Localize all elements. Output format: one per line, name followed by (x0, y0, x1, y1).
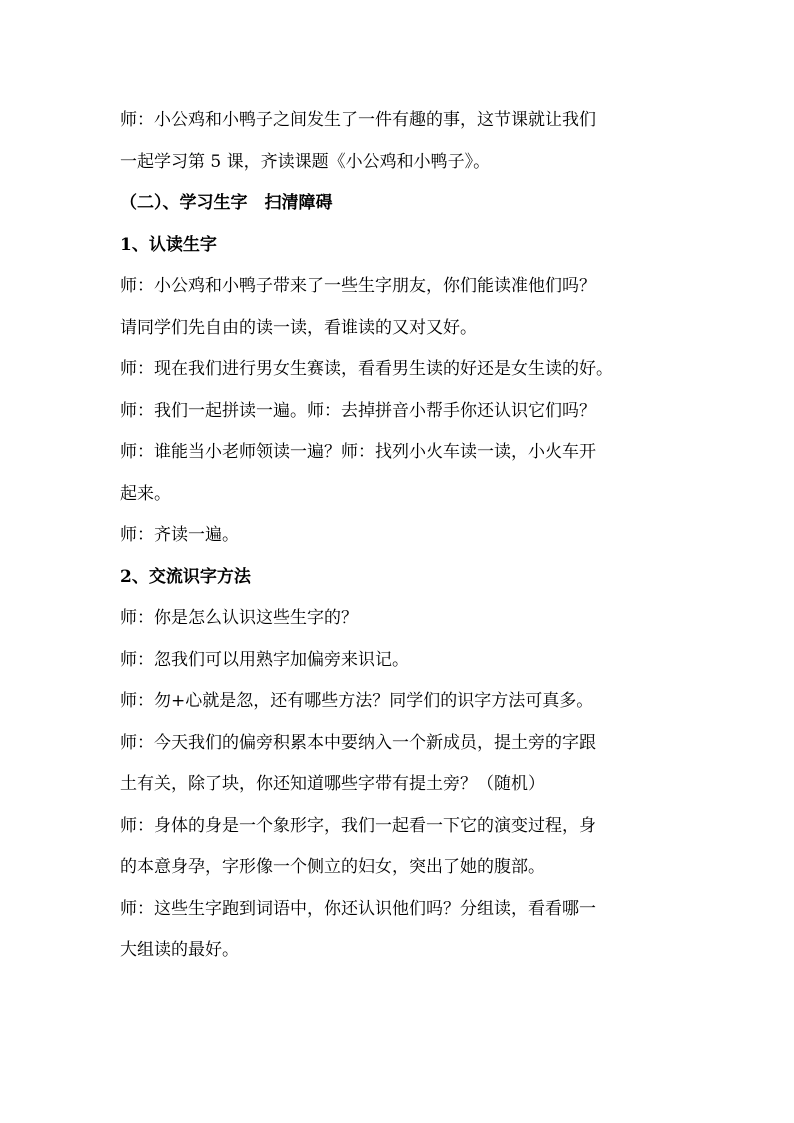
paragraph-line: 师：齐读一遍。 (120, 525, 239, 545)
paragraph-line: 师：勿+心就是忽，还有哪些方法？同学们的识字方法可真多。 (120, 691, 594, 711)
paragraph-line: 大组读的最好。 (120, 940, 239, 960)
paragraph-line: 师：谁能当小老师领读一遍？师：找列小火车读一读，小火车开 (120, 442, 596, 462)
paragraph-line: 师：忽我们可以用熟字加偏旁来识记。 (120, 649, 409, 670)
paragraph-line: 一起学习第 5 课，齐读课题《小公鸡和小鸭子》。 (120, 151, 491, 172)
paragraph-line: 请同学们先自由的读一读，看谁读的又对又好。 (120, 317, 477, 338)
paragraph-line: 师：小公鸡和小鸭子带来了一些生字朋友，你们能读准他们吗？ (120, 276, 596, 296)
paragraph-line: 土有关，除了块，你还知道哪些字带有提土旁？（随机） (120, 774, 545, 794)
paragraph-line: 师：小公鸡和小鸭子之间发生了一件有趣的事，这节课就让我们 (120, 110, 596, 130)
paragraph-line: 的本意身孕，字形像一个侧立的妇女，突出了她的腹部。 (120, 857, 545, 877)
subsection-heading: 1、认读生字 (120, 234, 217, 255)
paragraph-line: 起来。 (120, 483, 171, 504)
section-heading: （二）、学习生字 扫清障碍 (120, 193, 333, 213)
paragraph-line: 师：身体的身是一个象形字，我们一起看一下它的演变过程，身 (120, 815, 596, 836)
paragraph-line: 师：你是怎么认识这些生字的？ (120, 608, 358, 628)
paragraph-line: 师：这些生字跑到词语中，你还认识他们吗？分组读，看看哪一 (120, 898, 596, 919)
paragraph-line: 师：我们一起拼读一遍。师：去掉拼音小帮手你还认识它们吗？ (120, 400, 596, 421)
paragraph-line: 师：今天我们的偏旁积累本中要纳入一个新成员，提土旁的字跟 (120, 732, 596, 753)
document-body (120, 100, 680, 972)
paragraph-line: 师：现在我们进行男女生赛读，看看男生读的好还是女生读的好。 (120, 359, 613, 379)
subsection-heading: 2、交流识字方法 (120, 566, 251, 587)
